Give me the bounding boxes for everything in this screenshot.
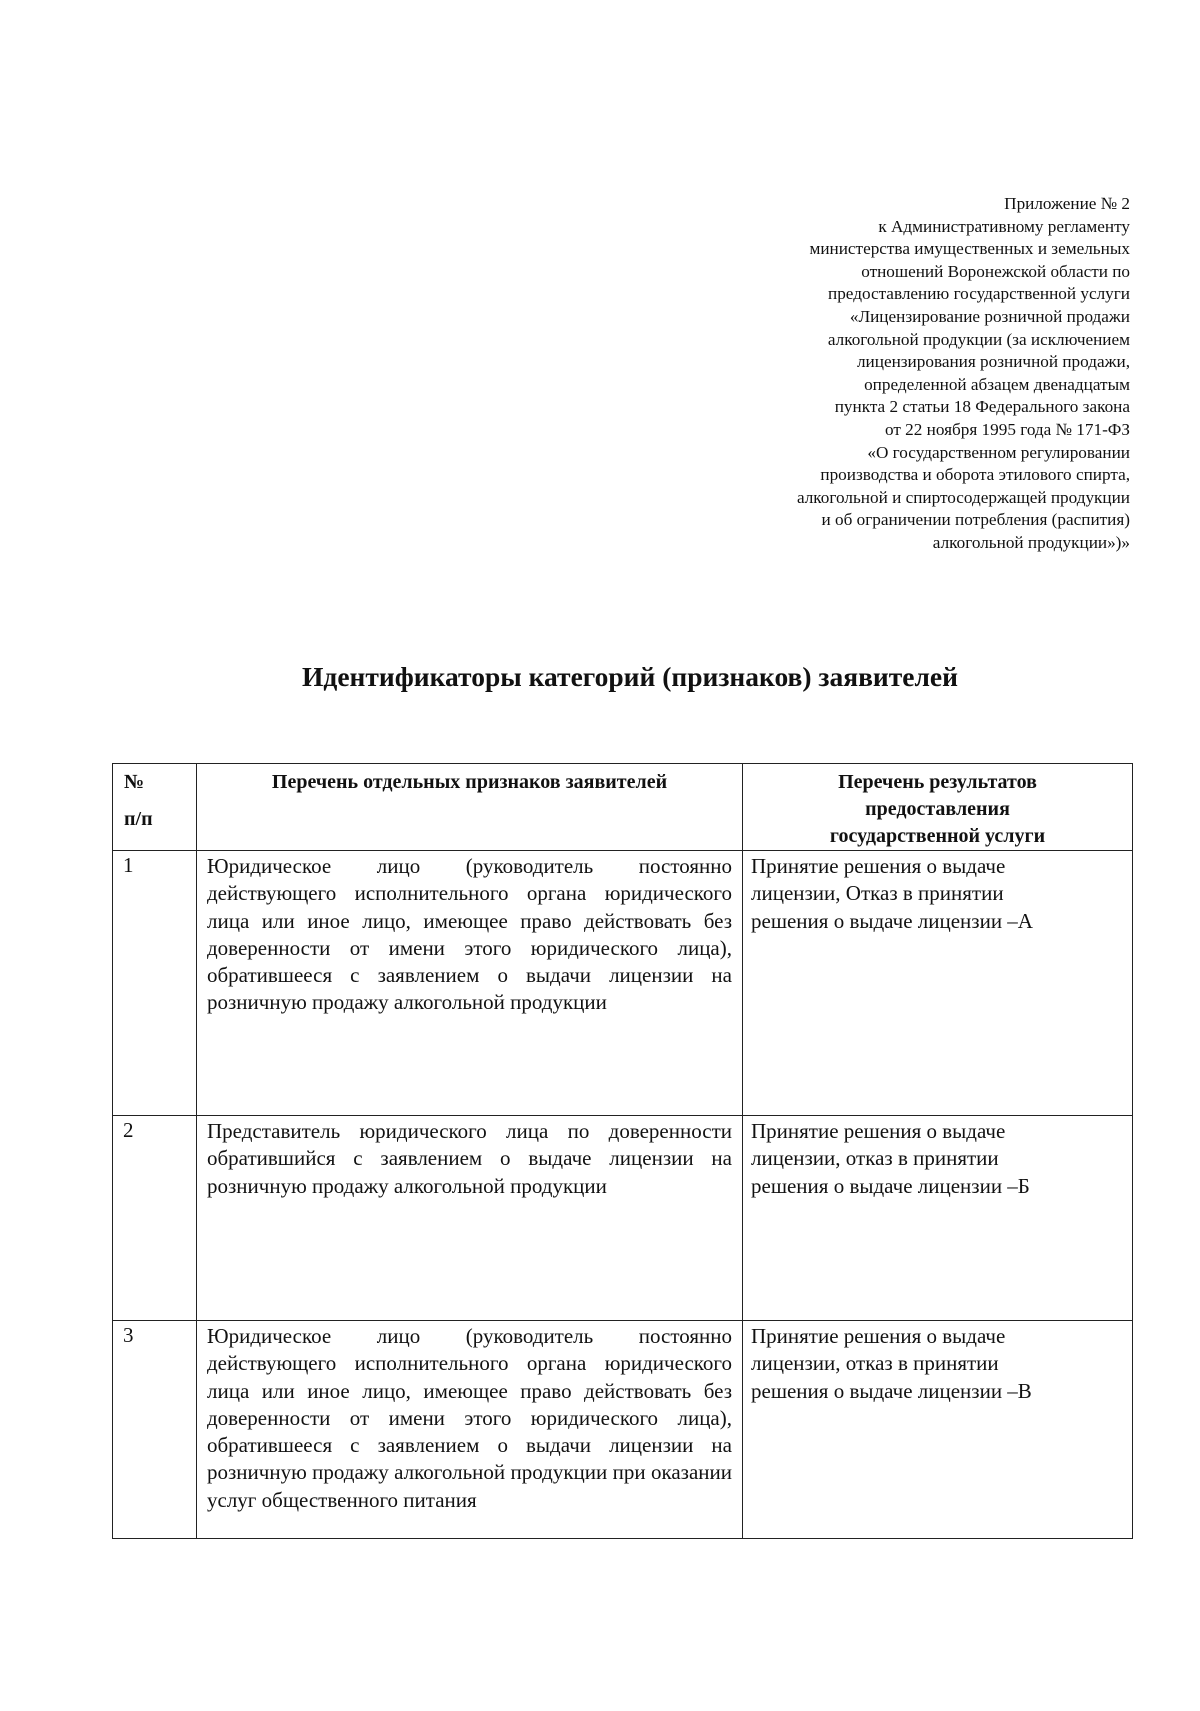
- row-number: 3: [113, 1321, 197, 1539]
- header-results-line: государственной услуги: [829, 825, 1046, 847]
- appendix-line: и об ограничении потребления (распития): [821, 510, 1130, 530]
- header-number-sign: №: [124, 771, 145, 793]
- row-results: [743, 1116, 1133, 1321]
- row-results-line: Принятие решения о выдаче: [751, 1119, 1006, 1143]
- appendix-block: [690, 193, 1130, 555]
- appendix-line: предоставлению государственной услуги: [828, 284, 1130, 304]
- row-results-line: лицензии, Отказ в принятии: [751, 881, 1004, 906]
- appendix-line: к Административному регламенту: [878, 216, 1130, 236]
- row-signs: Юридическое лицо (руководитель постоянно действующего исполнительного органа юридического лица или иное лицо, имеющее право действовать без доверенности от имени этого юридического лица), обратившееся с заявлением о выдачи лицензии на розничную продажу алкогольной продукции при оказании услуг общественного питания: [197, 1321, 743, 1539]
- row-results-line: решения о выдаче лицензии –Б: [751, 1173, 1030, 1198]
- header-results-line: предоставления: [865, 798, 1010, 820]
- row-number: 2: [113, 1116, 197, 1321]
- appendix-line: алкогольной продукции (за исключением: [827, 329, 1130, 349]
- header-number: [113, 764, 197, 851]
- row-results-line: решения о выдаче лицензии –В: [751, 1378, 1032, 1403]
- document-title: Идентификаторы категорий (признаков) заявителей: [302, 661, 958, 692]
- table-row: [113, 851, 1133, 1116]
- header-signs: Перечень отдельных признаков заявителей: [197, 764, 743, 851]
- appendix-line: министерства имущественных и земельных: [809, 239, 1130, 259]
- row-results-line: Принятие решения о выдаче: [751, 1324, 1006, 1348]
- appendix-line: отношений Воронежской области по: [861, 261, 1130, 281]
- appendix-line: алкогольной продукции»)»: [932, 532, 1130, 552]
- table-row: [113, 1321, 1133, 1539]
- appendix-line: алкогольной и спиртосодержащей продукции: [796, 487, 1130, 507]
- row-signs: Представитель юридического лица по доверенности обратившийся с заявлением о выдаче лицензии на розничную продажу алкогольной продукции: [197, 1116, 743, 1321]
- appendix-line: «Лицензирование розничной продажи: [849, 306, 1130, 326]
- row-results-line: лицензии, отказ в принятии: [751, 1351, 999, 1376]
- header-number-abbr: п/п: [124, 808, 153, 830]
- applicants-table: [112, 763, 1133, 1539]
- row-number: 1: [113, 851, 197, 1116]
- row-signs: Юридическое лицо (руководитель постоянно действующего исполнительного органа юридического лица или иное лицо, имеющее право действовать без доверенности от имени этого юридического лица), обратившееся с заявлением о выдачи лицензии на розничную продажу алкогольной продукции: [197, 851, 743, 1116]
- header-results-line: Перечень результатов: [838, 771, 1037, 793]
- row-results-line: решения о выдаче лицензии –А: [751, 908, 1033, 933]
- table-row: [113, 1116, 1133, 1321]
- appendix-line: пункта 2 статьи 18 Федерального закона: [834, 397, 1130, 417]
- row-results-line: лицензии, отказ в принятии: [751, 1146, 999, 1171]
- appendix-line: Приложение № 2: [1004, 194, 1130, 213]
- appendix-line: «О государственном регулировании: [867, 442, 1130, 462]
- appendix-line: определенной абзацем двенадцатым: [864, 374, 1130, 394]
- table-header-row: [113, 764, 1133, 851]
- appendix-line: лицензирования розничной продажи,: [856, 352, 1130, 372]
- row-results: [743, 851, 1133, 1116]
- row-results: [743, 1321, 1133, 1539]
- row-results-line: Принятие решения о выдаче: [751, 854, 1006, 878]
- header-results: [743, 764, 1133, 851]
- appendix-line: производства и оборота этилового спирта,: [820, 465, 1130, 485]
- appendix-line: от 22 ноября 1995 года № 171-ФЗ: [884, 419, 1130, 439]
